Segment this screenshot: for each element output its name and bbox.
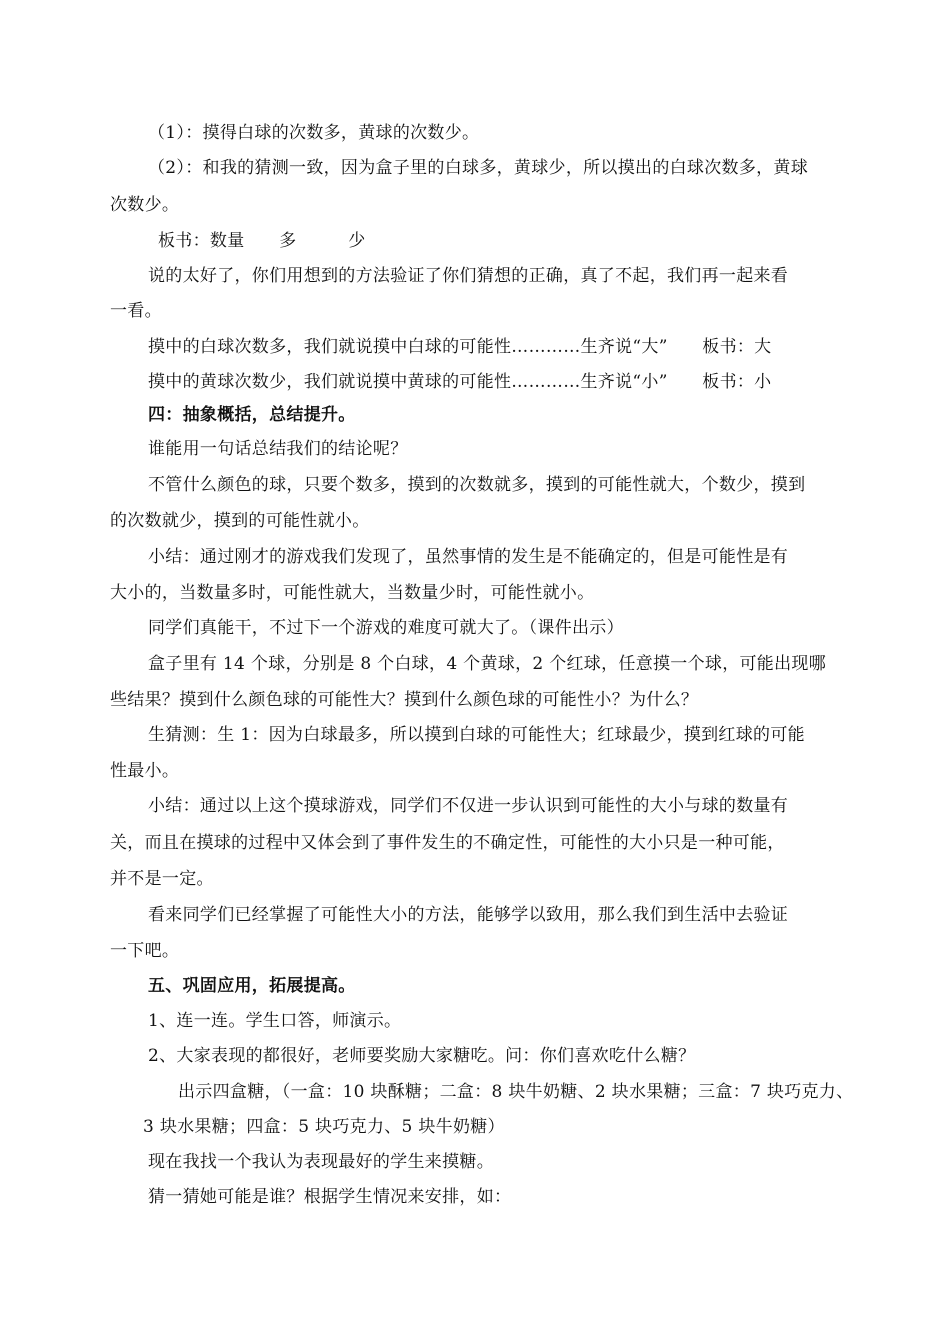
text-line: 的次数就少，摸到的可能性就小。: [110, 511, 370, 531]
text-line: 看来同学们已经掌握了可能性大小的方法，能够学以致用，那么我们到生活中去验证: [148, 905, 789, 925]
text-line: 同学们真能干，不过下一个游戏的难度可就大了。（课件出示）: [148, 618, 624, 638]
text-line: 3 块水果糖；四盒：5 块巧克力、5 块牛奶糖）: [143, 1117, 505, 1137]
text-line: 小结：通过刚才的游戏我们发现了，虽然事情的发生是不能确定的，但是可能性是有: [148, 547, 789, 567]
text-line: 大小的，当数量多时，可能性就大，当数量少时，可能性就小。: [110, 583, 595, 603]
text-line: 猜一猜她可能是谁？根据学生情况来安排，如：: [148, 1187, 512, 1207]
text-line: （2）：和我的猜测一致，因为盒子里的白球多，黄球少，所以摸出的白球次数多，黄球: [148, 158, 809, 178]
text-line: 小结：通过以上这个摸球游戏，同学们不仅进一步认识到可能性的大小与球的数量有: [148, 796, 789, 816]
text-line: （1）：摸得白球的次数多，黄球的次数少。: [148, 123, 480, 143]
text-line: 次数少。: [110, 195, 180, 215]
text-line: 2、大家表现的都很好，老师要奖励大家糖吃。问：你们喜欢吃什么糖？: [148, 1046, 696, 1066]
text-line: 并不是一定。: [110, 869, 214, 889]
text-line: 生猜测：生 1：因为白球最多，所以摸到白球的可能性大；红球最少，摸到红球的可能: [148, 725, 805, 745]
text-line: 盒子里有 14 个球，分别是 8 个白球，4 个黄球，2 个红球，任意摸一个球，可能出现哪: [148, 654, 827, 674]
text-line: 关，而且在摸球的过程中又体会到了事件发生的不确定性，可能性的大小只是一种可能，: [110, 833, 785, 853]
text-line: 摸中的黄球次数少，我们就说摸中黄球的可能性…………生齐说“小” 板书：小: [148, 372, 772, 392]
text-line: 些结果？摸到什么颜色球的可能性大？摸到什么颜色球的可能性小？为什么？: [110, 690, 699, 710]
text-line: 谁能用一句话总结我们的结论呢？: [148, 439, 408, 459]
section-heading: 五、巩固应用，拓展提高。: [148, 976, 356, 996]
text-line: 一看。: [110, 301, 162, 321]
section-heading: 四：抽象概括，总结提升。: [148, 405, 356, 425]
text-line: 性最小。: [110, 761, 180, 781]
text-line: 出示四盒糖，（一盒：10 块酥糖；二盒：8 块牛奶糖、2 块水果糖；三盒：7 块巧克力、: [178, 1082, 854, 1102]
text-line: 现在我找一个我认为表现最好的学生来摸糖。: [148, 1152, 494, 1172]
text-line: 不管什么颜色的球，只要个数多，摸到的次数就多，摸到的可能性就大，个数少，摸到: [148, 475, 806, 495]
text-line: 说的太好了，你们用想到的方法验证了你们猜想的正确，真了不起，我们再一起来看: [148, 266, 789, 286]
text-line: 摸中的白球次数多，我们就说摸中白球的可能性…………生齐说“大” 板书：大: [148, 337, 772, 357]
text-line: 板书：数量 多 少: [158, 231, 366, 251]
text-line: 一下吧。: [110, 941, 180, 961]
text-line: 1、连一连。学生口答，师演示。: [148, 1011, 402, 1031]
